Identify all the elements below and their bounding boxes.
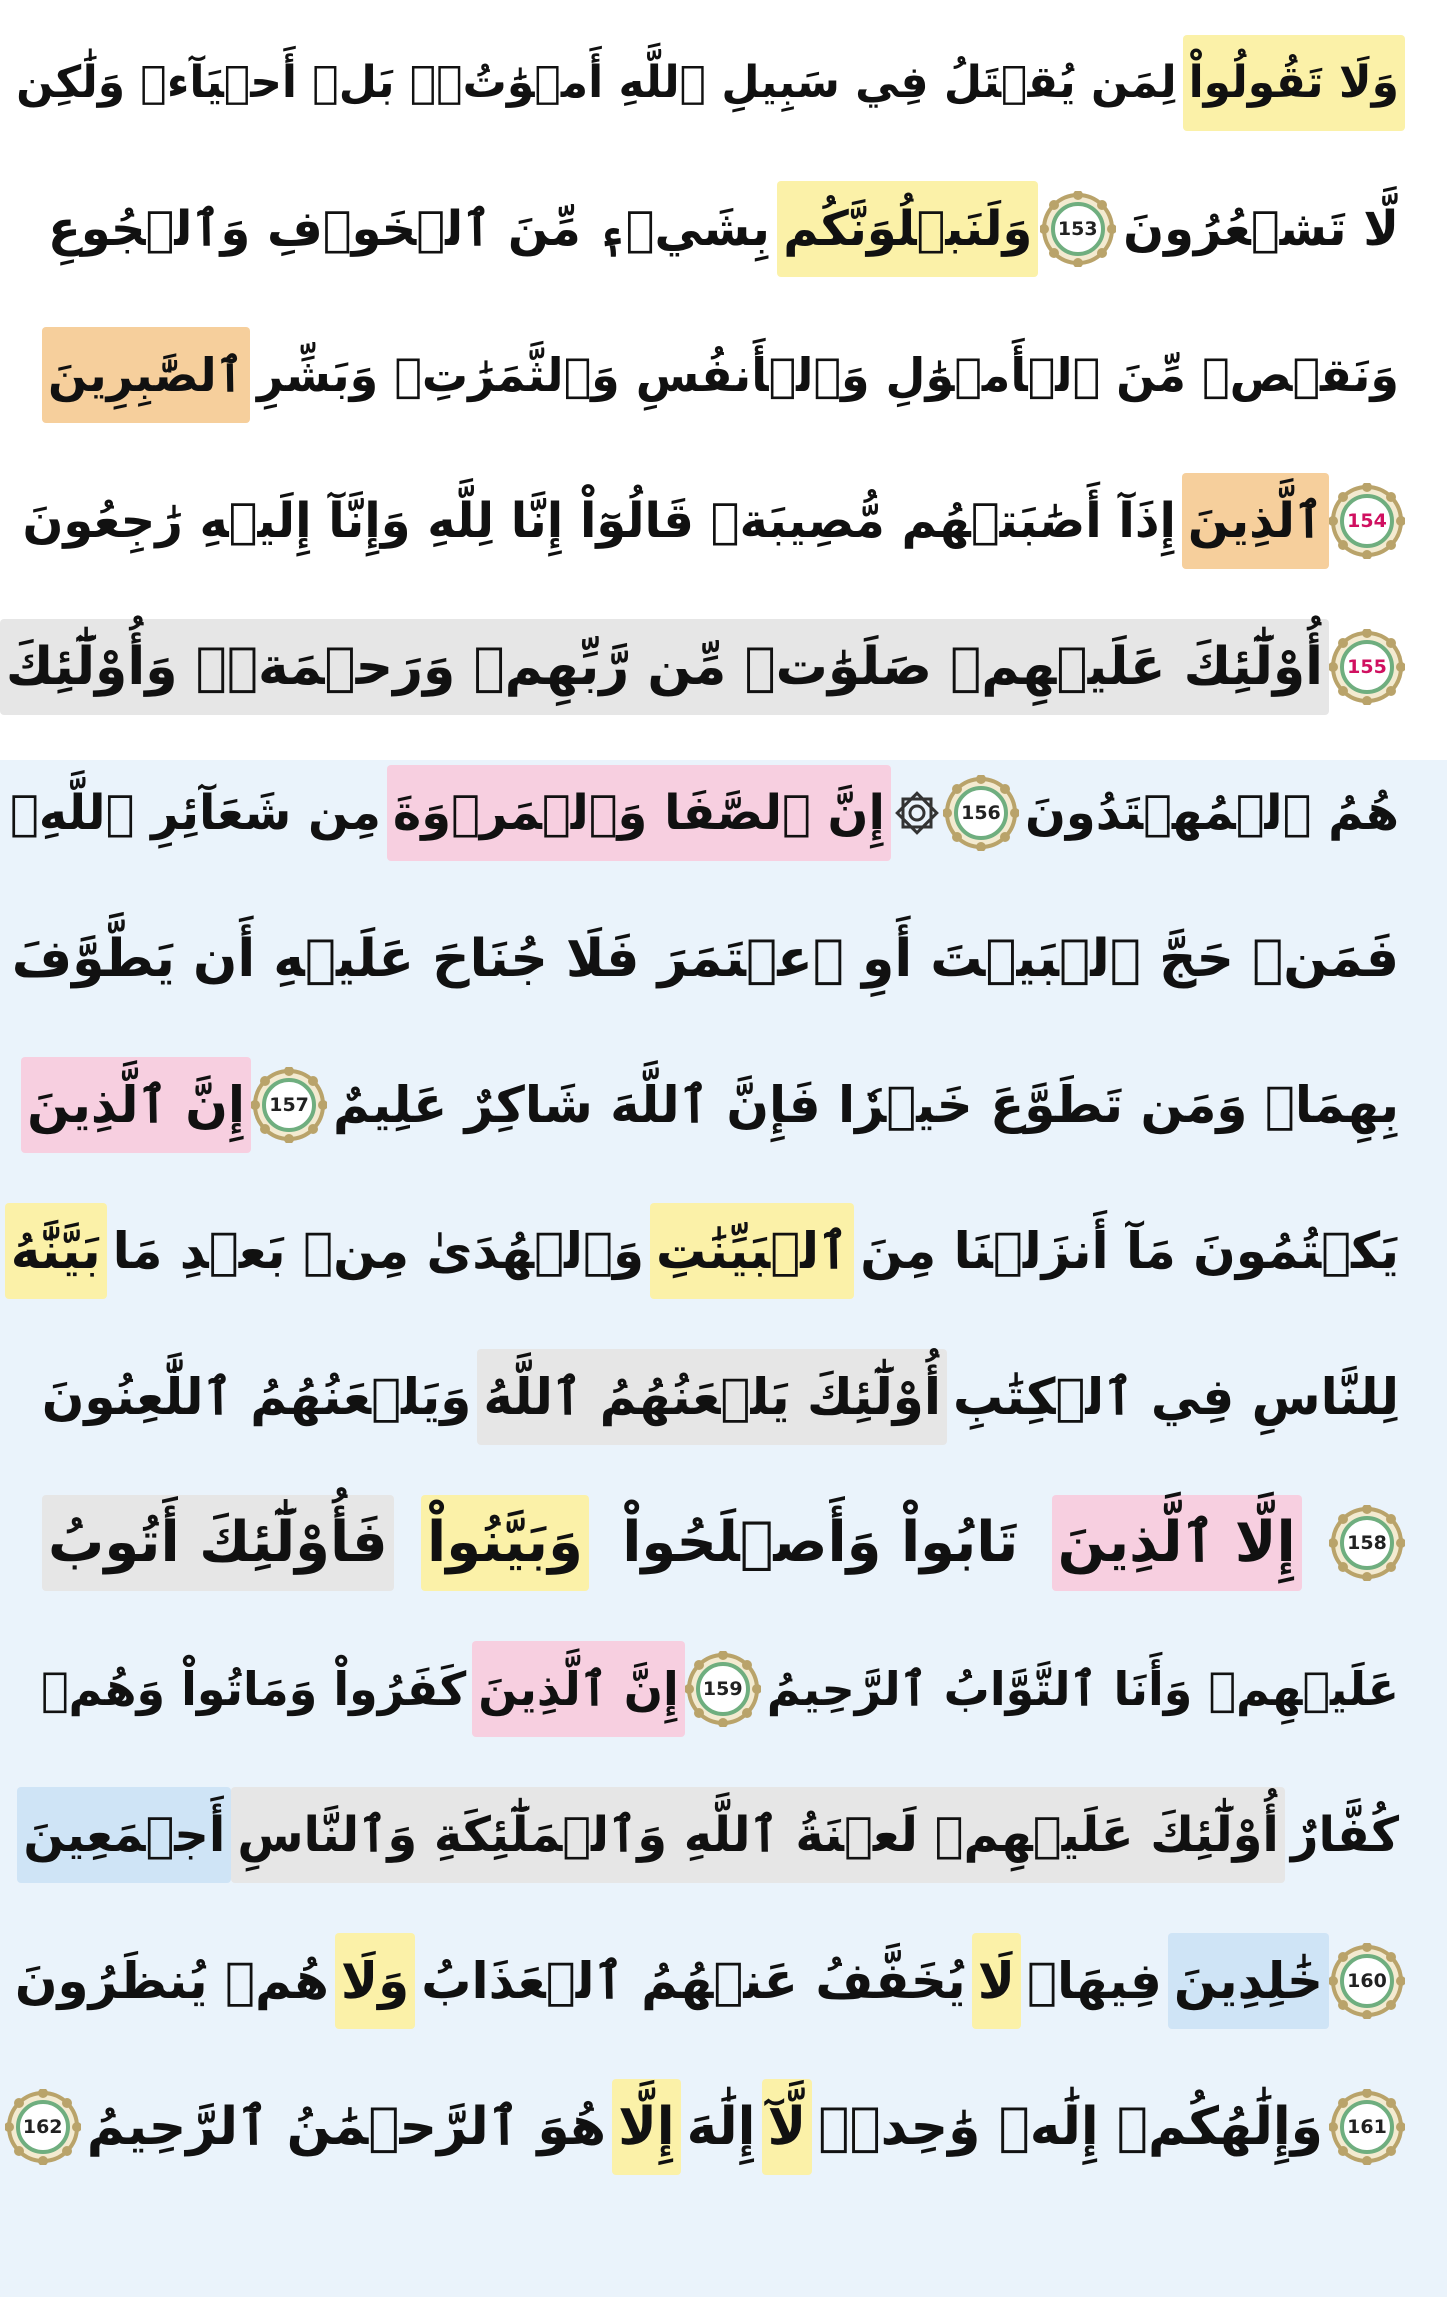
ayah-number-marker-icon [685,1651,761,1727]
highlighted-text-segment: إِنَّ ٱلَّذِينَ [21,1057,251,1153]
verse-line [0,740,1447,886]
highlighted-text-segment: وَلَا [335,1933,415,2029]
highlighted-text-segment: إِلَّا [612,2079,681,2175]
verse-text-segment: تَابُواْ وَأَصۡلَحُواْ [622,1510,1019,1575]
ayah-number: 154 [1347,510,1387,532]
highlighted-text-segment: أَجۡمَعِينَ [17,1787,231,1883]
ayah-number-marker-icon [943,775,1019,851]
verse-line [0,1470,1447,1616]
verse-line [0,1762,1447,1908]
ayah-number-marker-icon [251,1067,327,1143]
rub-el-hizb-icon [891,787,943,839]
ayah-number-marker-icon [1329,2089,1405,2165]
highlighted-text-segment: ٱلصَّٰبِرِينَ [42,327,250,423]
verse-text-segment: كَفَرُواْ وَمَاتُواْ وَهُمۡ [40,1662,467,1716]
verse-text-segment: عَلَيۡهِمۡ وَأَنَا ٱلتَّوَّابُ ٱلرَّحِيمُ [766,1662,1399,1716]
highlighted-text-segment: فَأُوْلَٰٓئِكَ أَتُوبُ [42,1495,394,1591]
verse-line [0,1032,1447,1178]
ayah-number: 157 [269,1094,309,1116]
verse-text-segment: هُوَ ٱلرَّحۡمَٰنُ ٱلرَّحِيمُ [86,2097,607,2157]
highlighted-text-segment: وَلَا تَقُولُواْ [1183,35,1405,131]
ayah-number-marker-icon [1329,1943,1405,2019]
ayah-number: 155 [1347,656,1387,678]
verse-text-segment: مِن شَعَآئِرِ ٱللَّهِۖ [10,785,381,841]
highlighted-text-segment: أُوْلَٰٓئِكَ عَلَيۡهِمۡ لَعۡنَةُ ٱللَّهِ وَٱلۡمَلَٰٓئِكَةِ وَٱلنَّاسِ [231,1787,1285,1883]
verse-line [0,448,1447,594]
verse-text-segment: فِيهَاۖ [1026,1952,1162,2010]
verse-line [0,594,1447,740]
verse-line [0,302,1447,448]
highlighted-text-segment: إِنَّ ٱلصَّفَا وَٱلۡمَرۡوَةَ [387,765,891,861]
verse-line [0,1178,1447,1324]
highlighted-text-segment: وَبَيَّنُواْ [421,1495,589,1591]
ayah-number: 153 [1057,218,1098,240]
verse-line [0,2054,1447,2200]
verse-line [0,156,1447,302]
highlighted-text-segment: ٱلَّذِينَ [1182,473,1329,569]
highlighted-text-segment: إِلَّا ٱلَّذِينَ [1052,1495,1302,1591]
verse-text-segment: كُفَّارٌ [1290,1807,1399,1863]
ayah-number: 160 [1347,1970,1387,1992]
highlighted-text-segment: أُوْلَٰٓئِكَ يَلۡعَنُهُمُ ٱللَّهُ [477,1349,947,1445]
verse-line [0,10,1447,156]
highlighted-text-segment: وَلَنَبۡلُوَنَّكُم [777,181,1038,277]
ayah-number-marker-icon [1329,483,1405,559]
ayah-number-marker-icon [1040,191,1116,267]
verse-text-segment: لَّا تَشۡعُرُونَ [1123,201,1399,257]
verse-line [0,886,1447,1032]
highlighted-text-segment: إِنَّ ٱلَّذِينَ [472,1641,685,1737]
verse-text-segment: لِلنَّاسِ فِي ٱلۡكِتَٰبِ [953,1368,1399,1426]
verse-text-segment: يَكۡتُمُونَ مَآ أَنزَلۡنَا مِنَ [860,1222,1399,1280]
verse-text-segment: بِهِمَاۚ وَمَن تَطَوَّعَ خَيۡرٗا فَإِنَّ ٱللَّهَ شَاكِرٌ عَلِيمٌ [333,1076,1399,1134]
ayah-number-marker-icon [1329,629,1405,705]
verse-text-segment: لِمَن يُقۡتَلُ فِي سَبِيلِ ٱللَّهِ أَمۡوَٰتُۢۚ بَلۡ أَحۡيَآءٞ وَلَٰكِن [16,57,1177,108]
highlighted-text-segment: لَّآ [762,2079,813,2175]
verse-text-segment: وَيَلۡعَنُهُمُ ٱللَّٰعِنُونَ [41,1368,472,1426]
verse-text-segment: يُخَفَّفُ عَنۡهُمُ ٱلۡعَذَابُ [421,1952,966,2010]
highlighted-text-segment: ٱلۡبَيِّنَٰتِ [650,1203,854,1299]
ayah-number: 159 [702,1678,743,1700]
verse-text-segment: إِلَٰهَ [686,2097,756,2157]
highlighted-text-segment: خَٰلِدِينَ [1168,1933,1329,2029]
verse-line [0,1324,1447,1470]
ayah-number: 161 [1347,2116,1387,2138]
highlighted-text-segment: لَا [972,1933,1021,2029]
ayah-number: 156 [961,802,1001,824]
verse-text-segment: هُمُ ٱلۡمُهۡتَدُونَ [1024,785,1399,841]
verse-text-segment: وَٱلۡهُدَىٰ مِنۢ بَعۡدِ مَا [112,1222,645,1280]
verse-line [0,1908,1447,2054]
verse-text-segment: فَمَنۡ حَجَّ ٱلۡبَيۡتَ أَوِ ٱعۡتَمَرَ فَلَا جُنَاحَ عَلَيۡهِ أَن يَطَّوَّفَ [11,929,1399,989]
verse-text-segment: هُمۡ يُنظَرُونَ [14,1952,329,2010]
highlighted-text-segment: بَيَّنَّٰهُ [5,1203,107,1299]
verse-line [0,1616,1447,1762]
ayah-number: 162 [22,2116,63,2138]
verse-text-segment: وَنَقۡصٖ مِّنَ ٱلۡأَمۡوَٰلِ وَٱلۡأَنفُسِ وَٱلثَّمَرَٰتِۗ وَبَشِّرِ [256,348,1399,402]
verse-text-segment: وَإِلَٰهُكُمۡ إِلَٰهٞ وَٰحِدٞۖ [818,2097,1323,2157]
ayah-number-marker-icon [1329,1505,1405,1581]
verse-text-segment: إِذَآ أَصَٰبَتۡهُم مُّصِيبَةٞ قَالُوٓاْ إِنَّا لِلَّهِ وَإِنَّآ إِلَيۡهِ رَٰجِعُونَ [22,493,1176,549]
verse-text-segment: بِشَيۡءٖ مِّنَ ٱلۡخَوۡفِ وَٱلۡجُوعِ [48,201,770,257]
ayah-number-marker-icon [5,2089,81,2165]
ayah-number: 158 [1347,1532,1387,1554]
highlighted-text-segment: أُوْلَٰٓئِكَ عَلَيۡهِمۡ صَلَوَٰتٞ مِّن رَّبِّهِمۡ وَرَحۡمَةٞۖ وَأُوْلَٰٓئِكَ [0,619,1329,715]
